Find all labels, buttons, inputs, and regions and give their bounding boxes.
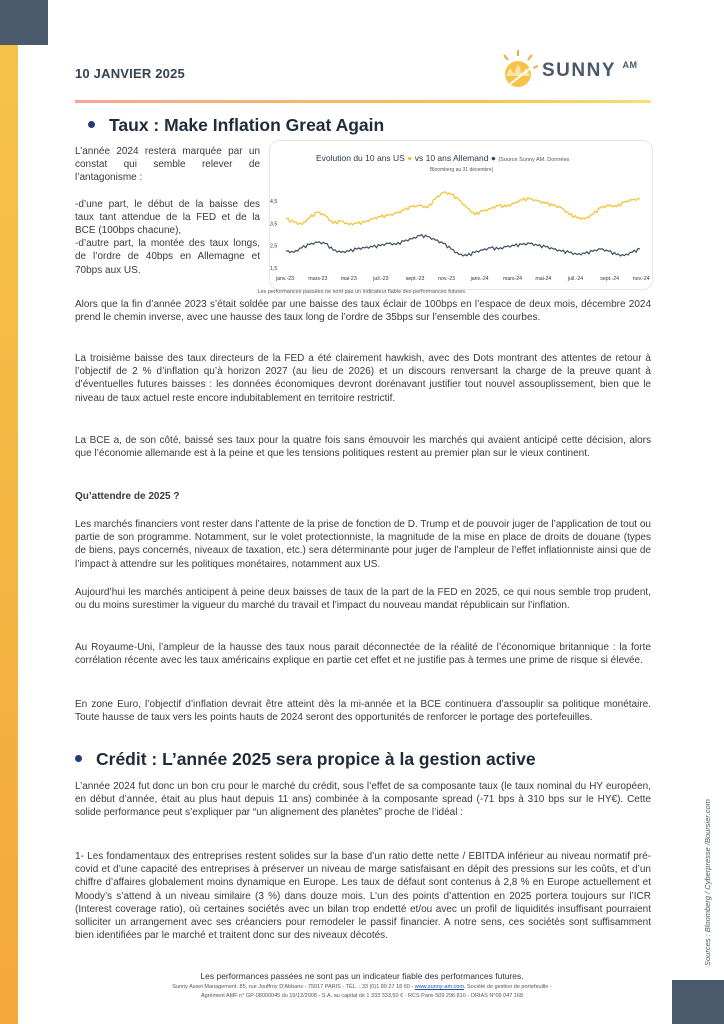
x-tick-label: sept.-24 — [600, 276, 620, 282]
x-tick-label: juil.-23 — [373, 276, 389, 282]
subheading: Qu’attendre de 2025 ? — [75, 491, 180, 502]
intro-paragraph: L’année 2024 restera marquée par un constat qui semble relever de l’antagonisme : — [75, 146, 260, 184]
side-sources-note: Sources : Bloomberg / Cyberpresse /Boursier.com — [703, 799, 712, 966]
chart-disclaimer: Les performances passées ne sont pas un indicateur fiable des performances futures. — [257, 289, 467, 295]
chart-title: Evolution du 10 ans US ● vs 10 ans Allemand ● (Source Sunny AM. Données — [316, 153, 570, 163]
series-line-us — [286, 192, 640, 225]
legend-dot-us: ● — [407, 153, 413, 163]
bullet-icon — [75, 755, 82, 762]
x-tick-label: nov.-24 — [632, 276, 650, 282]
body-paragraph: La troisième baisse des taux directeurs de la FED a été clairement hawkish, avec des Dots montrant des attentes de retour à l’objectif de 2 % d’inflation qu’à horizon 2027 (au lieu de 2026) et un discours renversant la charge de la preuve quant à d’éventuelles futures baisses : les données économiques devront dorénavant justifier tout nouvel assouplissement, bien que le niveau de taux actuel reste encore indubitablement en territoire restrictif. — [75, 353, 651, 404]
y-tick-label: 4,5 — [270, 199, 278, 206]
body-paragraph: L’année 2024 fut donc un bon cru pour le marché du crédit, sous l’effet de sa composante taux (le taux nominal du HY européen, en début d’année, était au plus haut depuis 11 ans) combinée à la composante spread (-71 bps à 310 bps sur le HY€). Cette solide performance peut s’expliquer par “un alignement des planètes” proche de l’idéal : — [75, 781, 651, 819]
body-paragraph: La BCE a, de son côté, baissé ses taux pour la quatre fois sans émouvoir les marchés qui avaient anticipé cette décision, alors que l’économie allemande est à la peine et que les tensions politiques restent au premier plan sur le vieux continent. — [75, 435, 651, 460]
x-tick-label: mai-24 — [535, 276, 552, 282]
intro-paragraph: -d’une part, le début de la baisse des taux tant attendue de la FED et de la BCE (100bps chacune), — [75, 198, 260, 237]
x-tick-label: mai-23 — [340, 276, 357, 282]
logo-text: SUNNY $^{AM}$ — [542, 60, 638, 81]
x-tick-label: janv.-24 — [470, 276, 489, 282]
section-title-taux: Taux : Make Inflation Great Again — [88, 115, 384, 136]
series-line-de — [286, 235, 640, 256]
y-tick-label: 1,5 — [270, 266, 278, 272]
body-paragraph: Au Royaume-Uni, l’ampleur de la hausse des taux nous parait déconnectée de la réalité de l’économique britannique : la forte corrélation récente avec les taux américains explique en partie cet effet et ne justifie pas à termes une prime de risque si élevée. — [75, 642, 651, 667]
y-tick-label: 3,5 — [270, 221, 278, 228]
x-tick-label: juil.-24 — [567, 276, 584, 282]
body-paragraph: Les marchés financiers vont rester dans l’attente de la prise de fonction de D. Trump et de pouvoir juger de l’application de tout ou partie de son programme. Notamment, sur le volet protectionniste, la magnitude de la mise en place de droits de douane (types de biens, pays concernés, niveaux de taxation, etc.) sera déterminante pour juger de l’ampleur de l’effet inflationniste ainsi que de l’impact à attendre sur les politiques monétaires, notamment aux US. — [75, 519, 651, 570]
body-paragraph: Aujourd’hui les marchés anticipent à peine deux baisses de taux de la part de la FED en 2025, ce qui nous semble trop prudent, ou du moins surestimer la vigueur du marché du travail et l’impact du nouveau mandat républicain sur l’inflation. — [75, 587, 651, 612]
legend-dot-de: ● — [490, 153, 496, 163]
body-paragraph: 1- Les fondamentaux des entreprises restent solides sur la base d’un ratio dette nette / EBITDA inférieur au niveau normatif pré-covid et d’une capacité des entreprises à préserver un niveau de marge satisfaisant en dépit des pressions sur les coûts, et d’un chiffre d’affaires globalement moins dynamique en Europe. Les taux de défaut sont contenus à 2,8 % en Europe actuellement et Moody’s s’attend à un niveau similaire (3 %) dans douze mois. L’un des points d’attention en 2025 portera toujours sur l’ICR (Interest coverage ratio), où certaines sociétés avec un bilan trop endetté et/ou avec un profil de liquidités insuffisant pourraient solliciter un arrangement avec ses créanciers pour remodeler le passif financier. A notre sens, ces sociétés sont suffisamment bien identifiées par le marché et traitent donc sur des niveaux décotés. — [75, 851, 651, 942]
intro-paragraph: -d’autre part, la montée des taux longs, de l’ordre de 40bps en Allemagne et 70bps aux US. — [75, 238, 260, 276]
document-date: 10 JANVIER 2025 — [75, 66, 185, 81]
yield-chart — [0, 0, 724, 300]
x-tick-label: mars-23 — [308, 276, 328, 282]
x-tick-label: mars-24 — [503, 276, 523, 282]
body-paragraph: Alors que la fin d’année 2023 s’était soldée par une baisse des taux éclair de 100bps en l’espace de deux mois, décembre 2024 prend le chemin inverse, avec une hausse des taux long de l’ordre de 35bps sur l’ensemble des courbes. — [75, 299, 651, 324]
y-tick-label: 2,5 — [270, 243, 278, 250]
chart-source-line2: Bloomberg au 31 décembre) — [430, 167, 494, 173]
website-link[interactable]: www.sunny-am.com — [414, 984, 464, 990]
x-tick-label: sept.-23 — [405, 276, 425, 282]
footer-disclaimer: Les performances passées ne sont pas un indicateur fiable des performances futures. — [200, 971, 524, 981]
body-paragraph: En zone Euro, l’objectif d’inflation devrait être atteint dès la mi-année et la BCE continuera d’assouplir sa politique monétaire. Toute hausse de taux vers les points hauts de 2024 seront des opportunités de renforcer le portage des portefeuilles. — [75, 699, 651, 724]
section-title-credit: Crédit : L’année 2025 sera propice à la gestion active — [75, 749, 536, 770]
x-tick-label: janv.-23 — [276, 276, 295, 282]
x-tick-label: nov.-23 — [438, 276, 456, 282]
footer-legal: Sunny Asset Management. 85, rue Jouffroy D’Abbans - 75017 PARIS - TÉL. : 33 (0)1 80 27 18 60 - www.sunny-am.com. Société de gestion de portefeuille - Agrément AMF n° GP-08000045 du 19/12/2008 - S.A. au capital de 1 333 333,50 € - RCS Paris 509 296 810 - ORIAS N°09 047 168 — [172, 984, 552, 999]
